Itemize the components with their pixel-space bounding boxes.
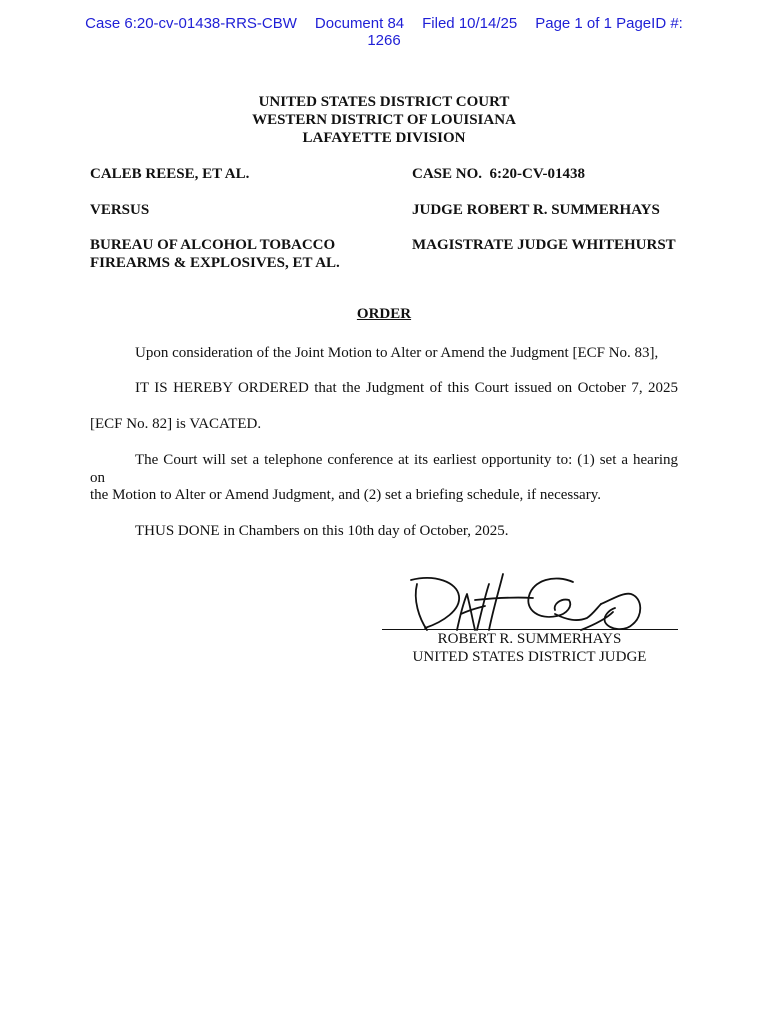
stamp-page-id: 1266	[367, 32, 401, 49]
defendant-line-1: BUREAU OF ALCOHOL TOBACCO	[90, 237, 336, 253]
stamp-document-number: Document 84	[314, 15, 405, 32]
order-title: ORDER	[356, 306, 412, 322]
stamp-page-info: Page 1 of 1 PageID #:	[535, 15, 683, 32]
order-paragraph-3-line-1: The Court will set a telephone conference at its earliest opportunity to: (1) set a hearing on	[90, 452, 678, 486]
signature-block	[412, 630, 647, 666]
court-heading	[0, 93, 768, 147]
filing-stamp-header	[0, 15, 768, 49]
order-paragraph-2-line-2: [ECF No. 82] is VACATED.	[90, 416, 262, 432]
court-district: WESTERN DISTRICT OF LOUISIANA	[252, 112, 516, 128]
court-division: LAFAYETTE DIVISION	[302, 130, 466, 146]
order-paragraph-3-line-2: the Motion to Alter or Amend Judgment, and (2) set a briefing schedule, if necessary.	[90, 487, 601, 503]
defendant-name	[90, 236, 340, 272]
stamp-filed-date: Filed 10/14/25	[422, 15, 518, 32]
order-paragraph-1: Upon consideration of the Joint Motion to Alter or Amend the Judgment [ECF No. 83],	[135, 345, 659, 361]
versus-label: VERSUS	[90, 202, 150, 218]
court-name: UNITED STATES DISTRICT COURT	[258, 94, 510, 110]
plaintiff-name: CALEB REESE, ET AL.	[90, 166, 250, 182]
order-paragraph-4: THUS DONE in Chambers on this 10th day of October, 2025.	[135, 523, 509, 539]
magistrate-judge: MAGISTRATE JUDGE WHITEHURST	[412, 237, 676, 253]
case-number: CASE NO. 6:20-CV-01438	[412, 166, 586, 182]
judge-title: UNITED STATES DISTRICT JUDGE	[412, 649, 647, 665]
judge-name: ROBERT R. SUMMERHAYS	[437, 631, 622, 647]
stamp-case-number: Case 6:20-cv-01438-RRS-CBW	[85, 15, 297, 32]
district-judge: JUDGE ROBERT R. SUMMERHAYS	[412, 202, 660, 218]
judge-signature	[405, 570, 650, 636]
defendant-line-2: FIREARMS & EXPLOSIVES, ET AL.	[90, 255, 340, 271]
order-paragraph-2-line-1: IT IS HEREBY ORDERED that the Judgment of this Court issued on October 7, 2025	[135, 380, 678, 396]
